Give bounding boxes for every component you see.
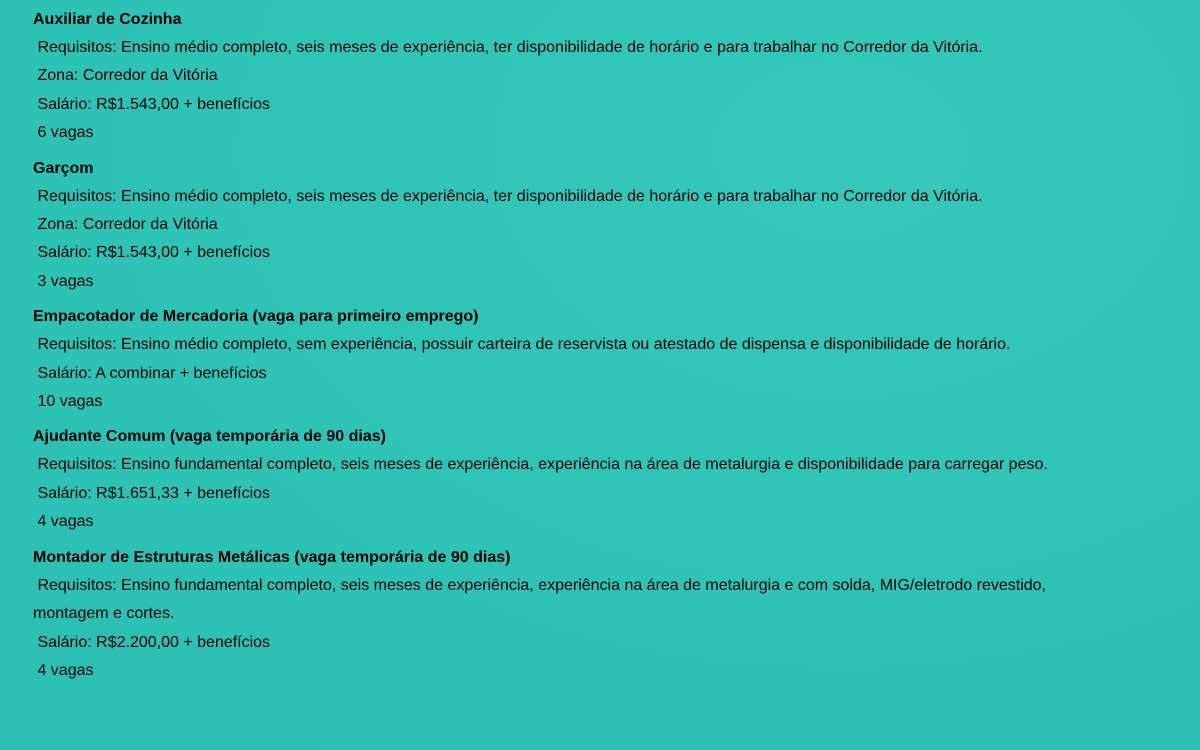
job-requirements: Requisitos: Ensino fundamental completo, seis meses de experiência, experiência na área de metalurgia e disponibilidade para carregar peso.	[37, 456, 1048, 474]
job-openings: 3 vagas	[37, 272, 94, 290]
job-salary: Salário: R$1.543,00 + benefícios	[37, 244, 271, 262]
job-zone: Zona: Corredor da Vitória	[37, 216, 218, 234]
job-listing	[33, 544, 1083, 686]
job-requirements: Requisitos: Ensino médio completo, seis meses de experiência, ter disponibilidade de horário e para trabalhar no Corredor da Vitória.	[37, 39, 983, 56]
job-salary: Salário: R$2.200,00 + benefícios	[37, 633, 271, 651]
job-title: Ajudante Comum (vaga temporária de 90 dias)	[33, 428, 386, 446]
job-title: Auxiliar de Cozinha	[33, 11, 182, 28]
job-listing	[33, 6, 1083, 148]
job-listing	[33, 303, 1083, 416]
job-openings: 10 vagas	[37, 393, 103, 411]
job-requirements: Requisitos: Ensino médio completo, sem experiência, possuir carteira de reservista ou atestado de dispensa e disponibilidade de horário.	[37, 336, 1011, 354]
job-openings: 6 vagas	[37, 124, 94, 142]
job-listing	[33, 423, 1083, 536]
job-requirements: Requisitos: Ensino fundamental completo, seis meses de experiência, experiência na área de metalurgia e com solda, MIG/eletrodo revestido, montagem e cortes.	[33, 576, 1046, 623]
job-title: Empacotador de Mercadoria (vaga para primeiro emprego)	[33, 308, 479, 326]
job-title: Montador de Estruturas Metálicas (vaga temporária de 90 dias)	[33, 548, 511, 566]
job-salary: Salário: A combinar + benefícios	[37, 364, 267, 382]
job-openings: 4 vagas	[37, 513, 94, 531]
job-zone: Zona: Corredor da Vitória	[37, 67, 218, 85]
job-listing	[33, 155, 1083, 297]
job-salary: Salário: R$1.543,00 + benefícios	[37, 95, 271, 113]
job-salary: Salário: R$1.651,33 + benefícios	[37, 484, 271, 502]
job-title: Garçom	[33, 159, 94, 177]
job-requirements: Requisitos: Ensino médio completo, seis meses de experiência, ter disponibilidade de horário e para trabalhar no Corredor da Vitória.	[37, 187, 983, 205]
job-openings: 4 vagas	[37, 661, 94, 679]
